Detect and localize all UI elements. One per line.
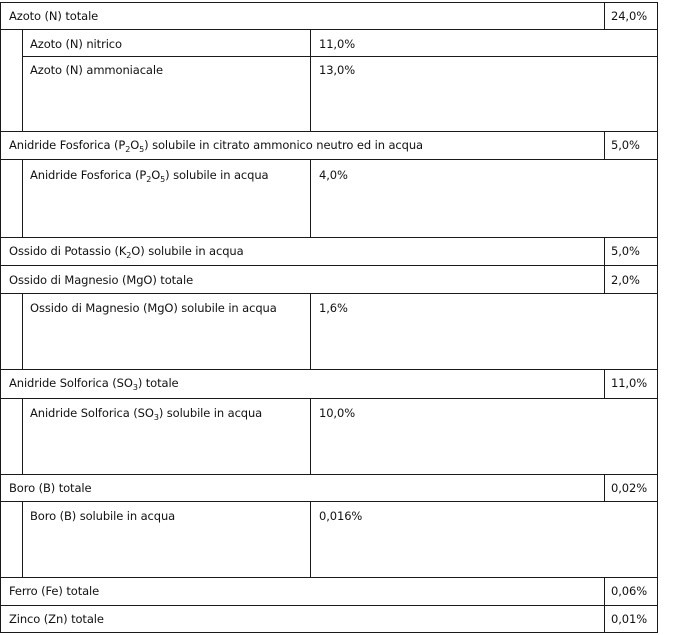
row-label-nitrogen-ammoniacal: Azoto (N) ammoniacale bbox=[30, 63, 163, 77]
row-label-p2o5-water: Anidride Fosforica $(P_2O_5)$ solubile in acqua bbox=[30, 168, 269, 184]
row-label-so3-water: Anidride Solforica $(SO_3)$ solubile in acqua bbox=[30, 406, 263, 422]
row-label-k2o-water: Ossido di Potassio $(K_2O)$ solubile in acqua bbox=[9, 244, 244, 260]
row-label-zinc-total: Zinco (Zn) totale bbox=[9, 612, 104, 626]
row-label-iron-total: Ferro (Fe) totale bbox=[9, 584, 100, 598]
row-value-p2o5-citrate-water: 5,0% bbox=[611, 138, 640, 152]
row-value-nitrogen-ammoniacal: 13,0% bbox=[319, 63, 356, 77]
row-value-nitrogen-total: 24,0% bbox=[611, 9, 648, 23]
row-value-so3-water: 10,0% bbox=[319, 406, 356, 420]
row-value-nitrogen-nitric: 11,0% bbox=[319, 37, 356, 51]
row-value-boron-total: 0,02% bbox=[611, 481, 648, 495]
row-label-nitrogen-total: Azoto (N) totale bbox=[9, 9, 99, 23]
row-label-boron-water: Boro (B) solubile in acqua bbox=[30, 509, 176, 523]
row-value-k2o-water: 5,0% bbox=[611, 244, 640, 258]
row-value-zinc-total: 0,01% bbox=[611, 612, 648, 626]
row-value-so3-total: 11,0% bbox=[611, 376, 648, 390]
row-label-p2o5-citrate-water: Anidride Fosforica $(P_2O_5)$ solubile in citrato ammonico neutro ed in acqua bbox=[9, 138, 423, 154]
row-value-mgo-water: 1,6% bbox=[319, 301, 348, 315]
row-value-mgo-total: 2,0% bbox=[611, 273, 640, 287]
row-value-iron-total: 0,06% bbox=[611, 584, 648, 598]
row-value-p2o5-water: 4,0% bbox=[319, 168, 348, 182]
row-label-so3-total: Anidride Solforica $(SO_3)$ totale bbox=[9, 376, 179, 392]
row-label-nitrogen-nitric: Azoto (N) nitrico bbox=[30, 37, 122, 51]
row-label-boron-total: Boro (B) totale bbox=[9, 481, 92, 495]
row-label-mgo-water: Ossido di Magnesio (MgO) solubile in acqua bbox=[30, 301, 277, 315]
row-label-mgo-total: Ossido di Magnesio (MgO) totale bbox=[9, 273, 194, 287]
row-value-boron-water: 0,016% bbox=[319, 509, 363, 523]
